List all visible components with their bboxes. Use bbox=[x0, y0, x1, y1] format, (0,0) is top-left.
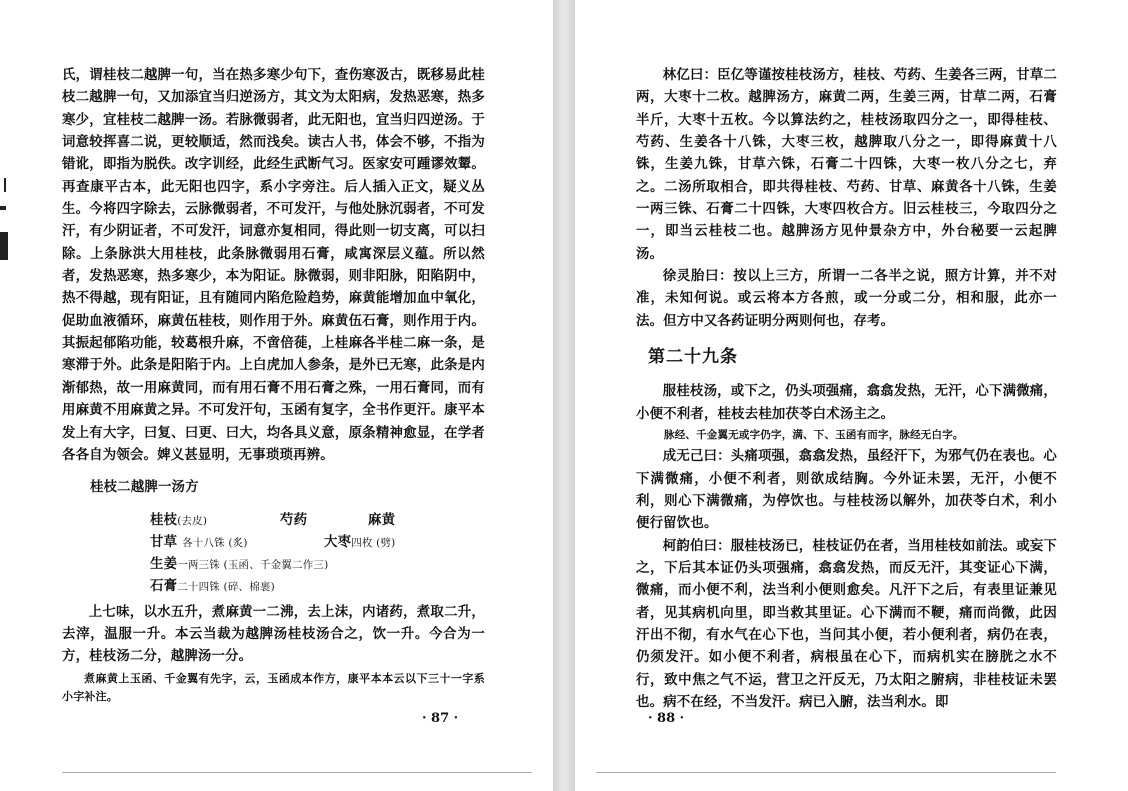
preparation-method: 上七味，以水五升，煮麻黄一二沸，去上沫，内诸药，煮取二升，去滓，温服一升。本云当裁为越脾汤桂枝汤合之，饮一升。今合为一方，桂枝汤二分，越脾汤一分。 bbox=[62, 603, 485, 665]
chapter-title: 第二十九条 bbox=[648, 347, 738, 368]
scan-mark bbox=[0, 206, 6, 210]
cheng-wuji-commentary: 成无己曰：头痛项强，翕翕发热，虽经汗下，为邪气仍在表也。心下满微痛，小便不利者，则欲成结胸。今外证未罢，无汗，小便不利，则心下满微痛，为停饮也。与桂枝汤以解外，加茯苓白术，利小便行留饮也。 bbox=[636, 448, 1057, 532]
clause-text: 服桂枝汤，或下之，仍头项强痛，翕翕发热，无汗，心下满微痛，小便不利者，桂枝去桂加茯苓白术汤主之。 bbox=[636, 383, 1057, 422]
ingredient-dazao: 大枣四枚 (劈) bbox=[324, 533, 396, 550]
page-number-left: · 87 · bbox=[422, 711, 459, 726]
book-gutter bbox=[553, 0, 575, 791]
ingredient-row bbox=[62, 531, 485, 553]
recipe-title: 桂枝二越脾一汤方 bbox=[90, 479, 199, 496]
ingredient-row bbox=[62, 575, 485, 597]
ingredient-shaoyao: 芍药 bbox=[280, 511, 308, 528]
ingredient-row bbox=[62, 509, 485, 531]
scan-mark bbox=[4, 178, 6, 192]
left-body-paragraph: 氏，谓桂枝二越脾一句，当在热多寒少句下，查伤寒汲古，既移易此桂枝二越脾一句，又加添宜当归逆汤方，其文为太阳病，发热恶寒，热多寒少，宜桂枝二越脾一汤。若脉微弱者，此无阳也，宜当归四逆汤。于词意较挥喜二说，更较顺适，然而浅矣。读古人书，体会不够，不指为错讹，即指为脱佚。改字训经，此经生武断气习。医家安可踵谬效颦。再查康平古本，此无阳也四字，系小字旁注。后人插入正文，疑义丛生。今将四字除去，云脉微弱者，不可发汗，与他处脉沉弱者，不可发汗，有少阴证者，不可发汗，词意亦复相同，得此则一切支离，可以扫除。上条脉洪大用桂枝，此条脉微弱用石膏，咸寓深层义蕴。所以然者，发热恶寒，热多寒少，本为阳证。脉微弱，则非阳脉，阳陷阴中，热不得越，现有阳证，且有随同内陷危险趋势，麻黄能增加血中氧化，促助血液循环，麻黄伍桂枝，则作用于外。麻黄伍石膏，则作用于内。其振起郁陷功能，较葛根升麻，不啻倍蓰，上桂麻各半桂二麻一条，是寒滞于外。此条是阳陷于内。上白虎加人参条，是外已无寒，此条是内渐郁热，故一用麻黄同，而有用石膏不用石膏之殊，一用石膏同，而有用麻黄不用麻黄之异。不可发汗句，玉函有复字，全书作更汗。康平本发上有大字，曰复、曰更、曰大，均各具义意，原条精神愈显，在学者各各自为领会。婢义甚显明，无事琐琐再辨。 bbox=[62, 67, 485, 463]
xu-lingtai-commentary: 徐灵胎曰：按以上三方，所谓一二各半之说，照方计算，并不对准，未知何说。或云将本方各煎，或一分或二分，相和服，此亦一法。但方中又各药证明分两则何也，存考。 bbox=[636, 268, 1057, 329]
ingredient-gancao: 甘草 各十八铢 (炙) bbox=[150, 533, 248, 550]
footer-rule bbox=[62, 772, 532, 773]
clause-note: 脉经、千金翼无或字仍字，满、下、玉函有而字，脉经无白字。 bbox=[664, 429, 964, 442]
left-footnote: 煮麻黄上玉函、千金翼有先字，云，玉函成本作方，康平本本云以下三十一字系小字补注。 bbox=[62, 671, 485, 703]
footer-rule bbox=[596, 772, 1056, 773]
page-number-right: · 88 · bbox=[648, 711, 685, 726]
ingredient-guizhi: 桂枝(去皮) bbox=[150, 511, 208, 528]
scan-mark bbox=[0, 232, 8, 260]
left-page-text bbox=[62, 64, 485, 706]
ingredient-mahuang: 麻黄 bbox=[368, 511, 396, 528]
ke-yunbo-commentary: 柯韵伯曰：服桂枝汤已，桂枝证仍在者，当用桂枝如前法。或妄下之，下后其本证仍头项强痛，翕翕发热，而反无汗，其变证心下满，微痛，而小便不利，法当利小便则愈矣。凡汗下之后，有表里证兼见者，见其病机向里，即当救其里证。心下满而不鞕，痛而尚微，此因汗出不彻，有水气在心下也，当问其小便，若小便利者，病仍在表，仍须发汗。如小便不利者，病根虽在心下，而病机实在膀胱之水不行，致中焦之气不运，营卫之汗反无，乃太阳之腑病，非桂枝证未罢也。病不在经，不当发汗。病已入腑，法当利水。即 bbox=[636, 537, 1057, 710]
right-page-text bbox=[636, 64, 1057, 713]
ingredient-row bbox=[62, 553, 485, 575]
ingredient-shigao: 石膏二十四铢 (碎、棉裹) bbox=[150, 577, 275, 594]
lin-yi-commentary: 林亿曰：臣亿等谨按桂枝汤方，桂枝、芍药、生姜各三两，甘草二两，大枣十二枚。越脾汤方，麻黄二两，生姜三两，甘草二两，石膏半斤，大枣十五枚。今以算法约之，桂枝汤取四分之一，即得桂枝、芍药、生姜各十八铢，大枣三枚，越脾取八分之一，即得麻黄十八铢，生姜九铢，甘草六铢，石膏二十四铢，大枣一枚八分之七，弃之。二汤所取相合，即共得桂枝、芍药、甘草、麻黄各十八铢，生姜一两三铢、石膏二十四铢，大枣四枚合方。旧云桂枝三，今取四分之一，即当云桂枝二也。越脾汤方见仲景杂方中，外台秘要一云起脾汤。 bbox=[636, 67, 1057, 262]
ingredient-shengjiang: 生姜一两三铢 (玉函、千金翼二作三) bbox=[150, 555, 329, 572]
